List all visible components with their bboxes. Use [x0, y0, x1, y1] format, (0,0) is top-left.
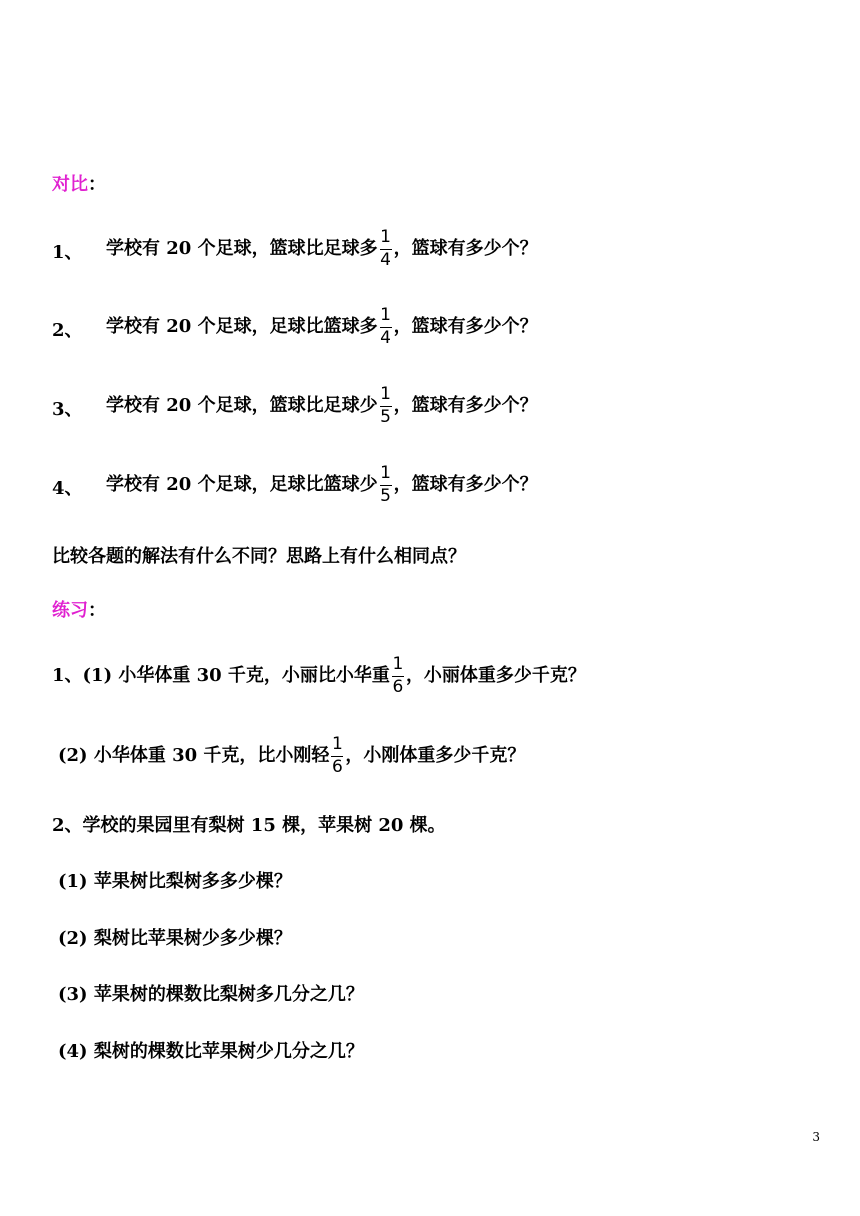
- practice-heading-line: [52, 600, 106, 622]
- question-text-pre: 1、(1) 小华体重 30 千克，小丽比小华重: [52, 665, 390, 686]
- fraction-numerator: 1: [380, 463, 391, 483]
- question-text-post: ，小丽体重多少千克？: [405, 665, 586, 686]
- fraction: [380, 228, 392, 270]
- practice-q2-part2: (2) 梨树比苹果树少多少棵？: [58, 928, 292, 949]
- item-number: 1、: [52, 242, 83, 263]
- item-number: 2、: [52, 320, 83, 341]
- practice-q2: 2、学校的果园里有梨树 15 棵，苹果树 20 棵。: [52, 815, 446, 836]
- fraction-denominator: 6: [392, 677, 404, 697]
- item-text-post: ，篮球有多少个？: [393, 395, 538, 416]
- item-text-post: ，篮球有多少个？: [393, 474, 538, 495]
- item-text-pre: 学校有 20 个足球，足球比篮球少: [106, 474, 378, 495]
- compare-question: 比较各题的解法有什么不同？思路上有什么相同点？: [52, 546, 466, 567]
- fraction-numerator: 1: [392, 654, 404, 674]
- item-number: 4、: [52, 478, 83, 499]
- fraction: [380, 306, 392, 348]
- practice-q2-part3: (3) 苹果树的棵数比梨树多几分之几？: [58, 984, 364, 1005]
- fraction: [380, 464, 392, 506]
- item-text-pre: 学校有 20 个足球，篮球比足球少: [106, 395, 378, 416]
- item-text-post: ，篮球有多少个？: [393, 316, 538, 337]
- fraction-numerator: 1: [380, 227, 391, 247]
- fraction-numerator: 1: [331, 734, 343, 754]
- item-number: 3、: [52, 399, 83, 420]
- fraction-denominator: 4: [380, 328, 391, 348]
- fraction: [392, 655, 404, 697]
- contrast-heading-line: [52, 174, 106, 196]
- item-text-pre: 学校有 20 个足球，足球比篮球多: [106, 316, 378, 337]
- practice-heading: 练习: [52, 600, 88, 621]
- item-text-post: ，篮球有多少个？: [393, 238, 538, 259]
- fraction: [380, 385, 392, 427]
- fraction-denominator: 4: [380, 250, 391, 270]
- fraction-denominator: 5: [380, 486, 391, 506]
- practice-q2-part4: (4) 梨树的棵数比苹果树少几分之几？: [58, 1041, 364, 1062]
- fraction-numerator: 1: [380, 384, 391, 404]
- item-text-pre: 学校有 20 个足球，篮球比足球多: [106, 238, 378, 259]
- practice-q2-part1: (1) 苹果树比梨树多多少棵？: [58, 871, 292, 892]
- fraction-denominator: 6: [331, 757, 343, 777]
- question-text-post: ，小刚体重多少千克？: [345, 745, 526, 766]
- page-number: 3: [812, 1130, 820, 1144]
- practice-heading-colon: ：: [88, 600, 106, 621]
- fraction-numerator: 1: [380, 305, 391, 325]
- contrast-heading: 对比: [52, 174, 88, 195]
- contrast-heading-colon: ：: [88, 174, 106, 195]
- fraction-denominator: 5: [380, 407, 391, 427]
- question-text-pre: (2) 小华体重 30 千克，比小刚轻: [58, 745, 330, 766]
- fraction: [331, 735, 343, 777]
